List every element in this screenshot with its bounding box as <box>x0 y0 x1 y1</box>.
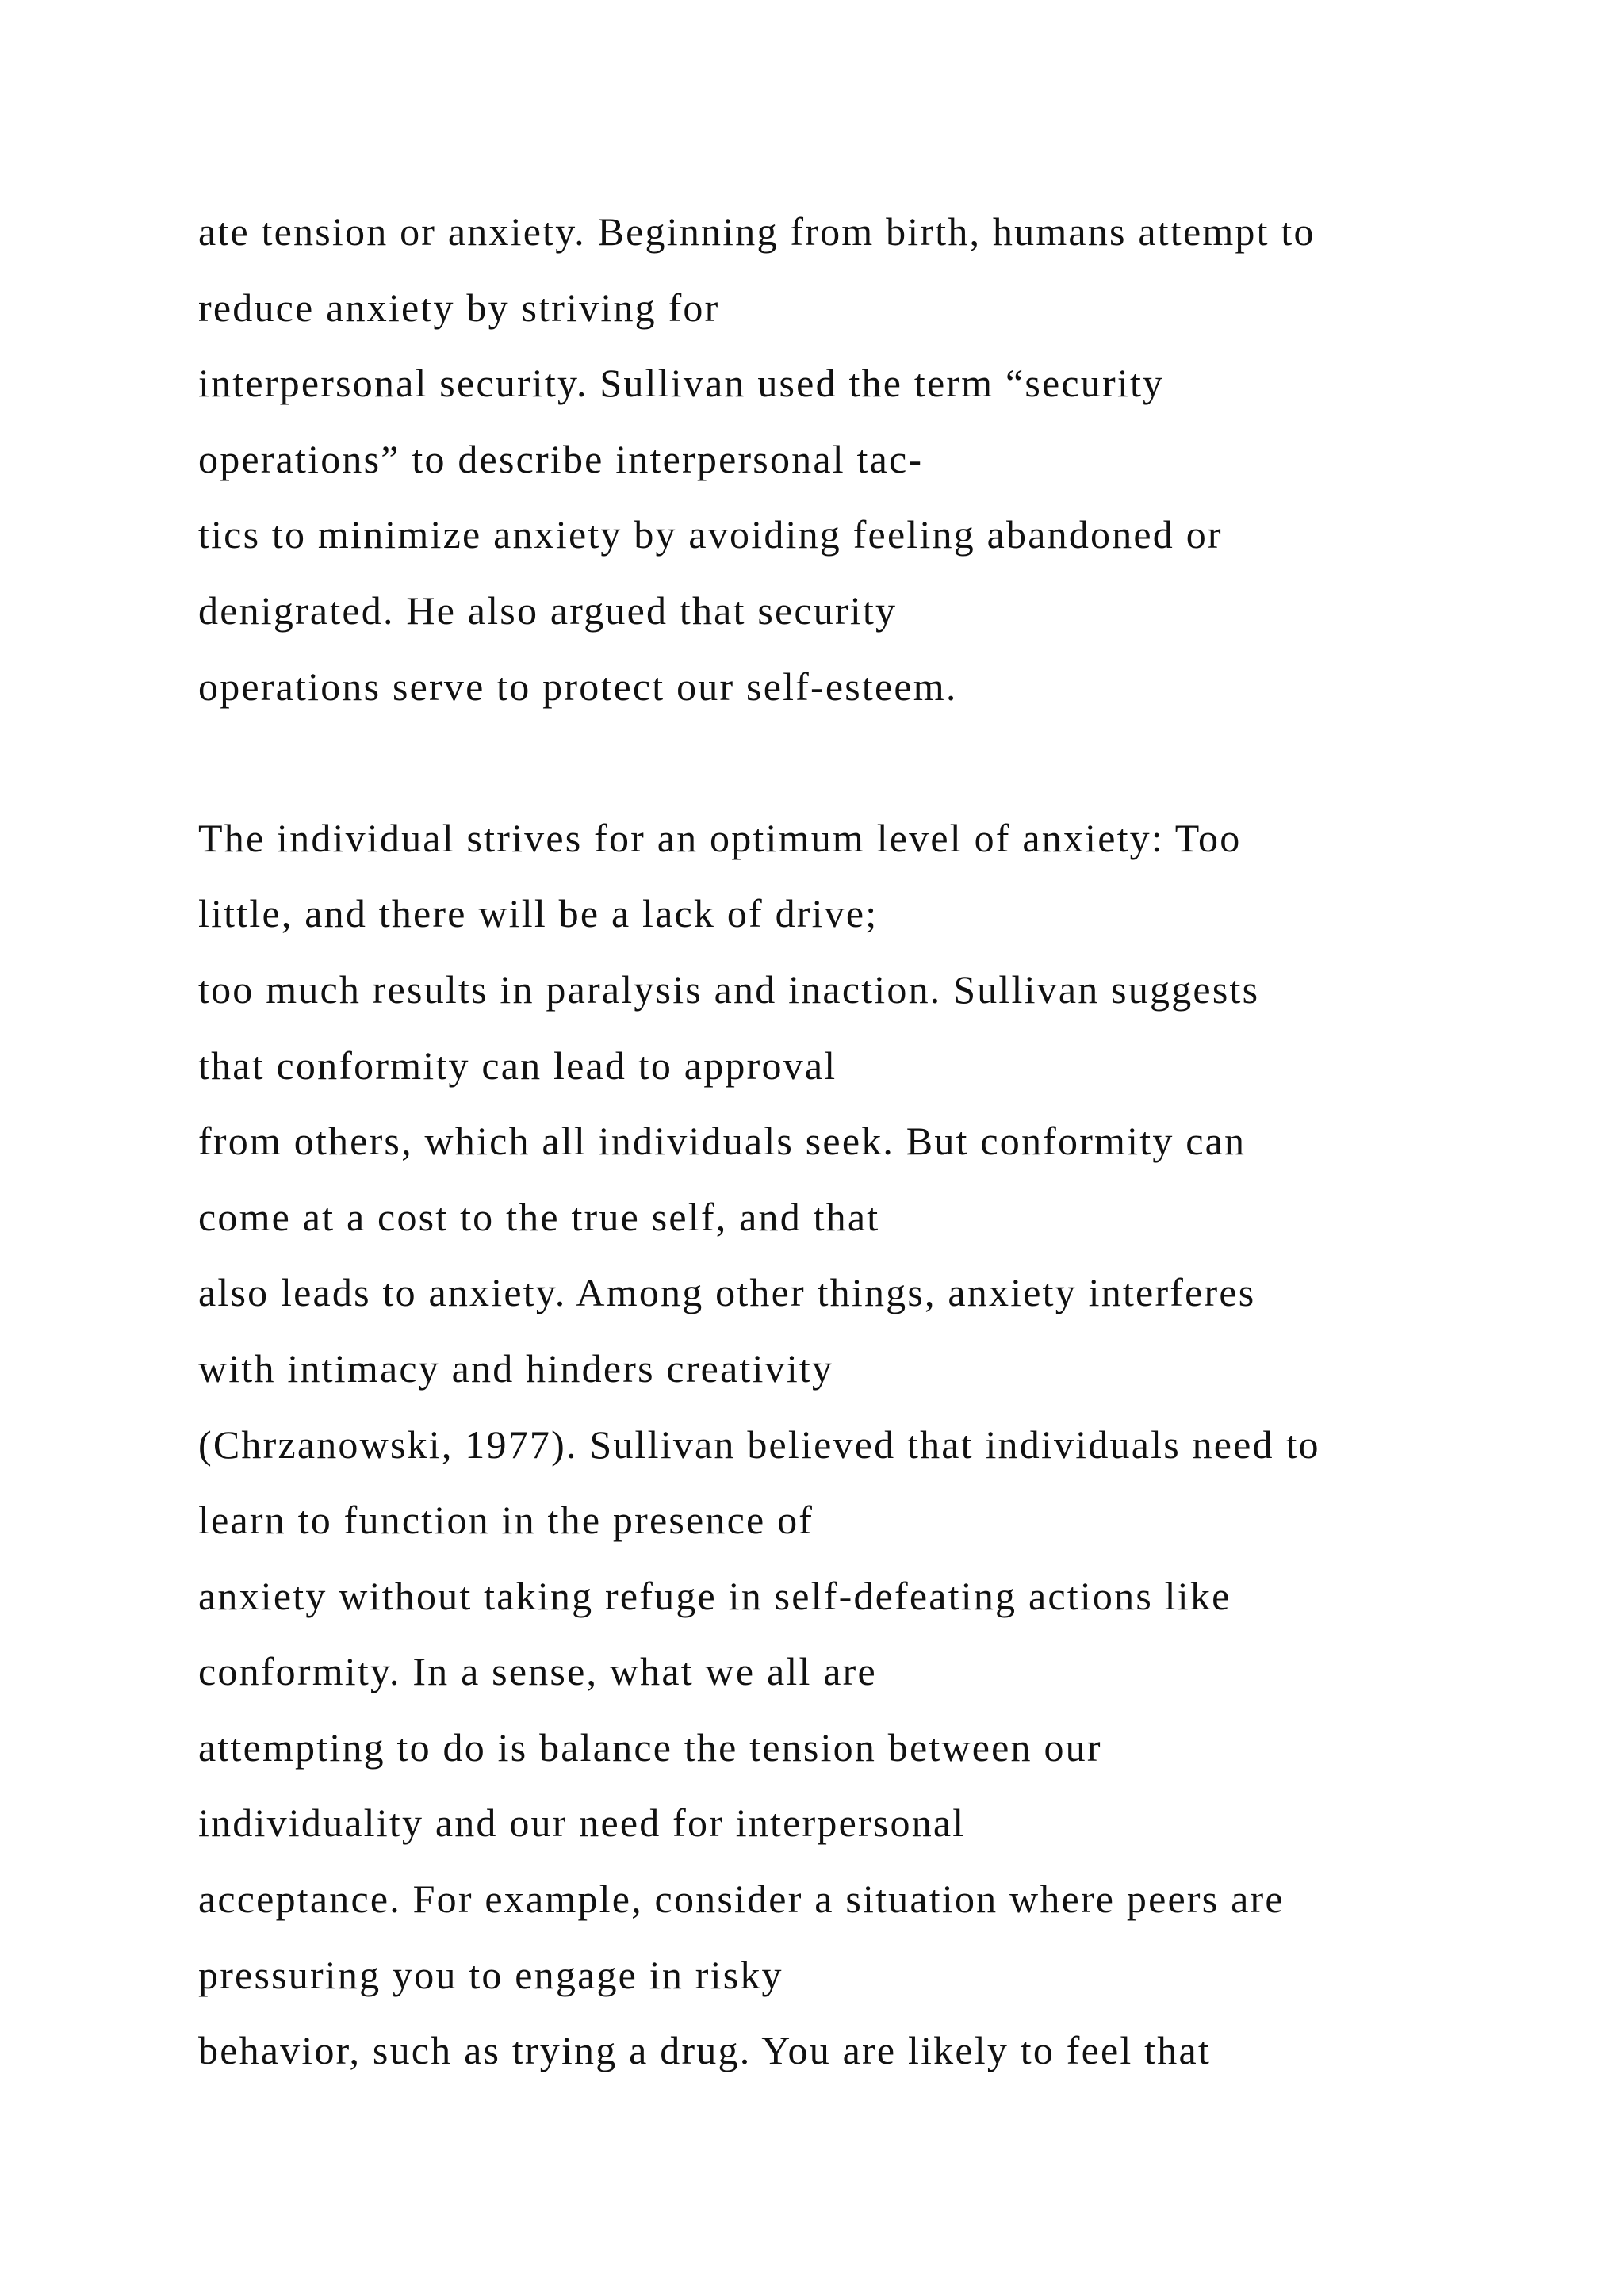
text-line: pressuring you to engage in risky <box>198 1952 783 1997</box>
paragraph-gap <box>198 725 1562 801</box>
text-line: too much results in paralysis and inaction. Sullivan suggests <box>198 966 1260 1012</box>
paragraph-2 <box>198 801 1562 2089</box>
text-line: that conformity can lead to approval <box>198 1043 837 1088</box>
text-line: come at a cost to the true self, and that <box>198 1194 880 1239</box>
text-line: tics to minimize anxiety by avoiding feeling abandoned or <box>198 512 1223 557</box>
body-text <box>198 194 1562 2089</box>
text-line: operations serve to protect our self-esteem. <box>198 664 958 709</box>
text-line: also leads to anxiety. Among other things, anxiety interferes <box>198 1270 1256 1315</box>
text-line: conformity. In a sense, what we all are <box>198 1649 877 1694</box>
text-line: from others, which all individuals seek. But conformity can <box>198 1119 1247 1164</box>
text-line: operations” to describe interpersonal tac- <box>198 436 924 481</box>
text-line: little, and there will be a lack of drive; <box>198 891 879 936</box>
text-line: learn to function in the presence of <box>198 1498 814 1543</box>
text-line: anxiety without taking refuge in self-defeating actions like <box>198 1573 1231 1618</box>
text-line: acceptance. For example, consider a situation where peers are <box>198 1877 1285 1922</box>
text-line: ate tension or anxiety. Beginning from birth, humans attempt to <box>198 209 1316 254</box>
text-line: with intimacy and hinders creativity <box>198 1345 834 1391</box>
text-line: reduce anxiety by striving for <box>198 285 720 330</box>
text-line: attempting to do is balance the tension between our <box>198 1724 1102 1770</box>
paragraph-1 <box>198 194 1562 725</box>
text-line: (Chrzanowski, 1977). Sullivan believed that individuals need to <box>198 1422 1320 1467</box>
text-line: The individual strives for an optimum level of anxiety: Too <box>198 815 1242 860</box>
text-line: denigrated. He also argued that security <box>198 587 898 633</box>
text-line: individuality and our need for interpersonal <box>198 1800 966 1846</box>
text-line: interpersonal security. Sullivan used the term “security <box>198 361 1165 406</box>
text-line: behavior, such as trying a drug. You are likely to feel that <box>198 2028 1211 2073</box>
